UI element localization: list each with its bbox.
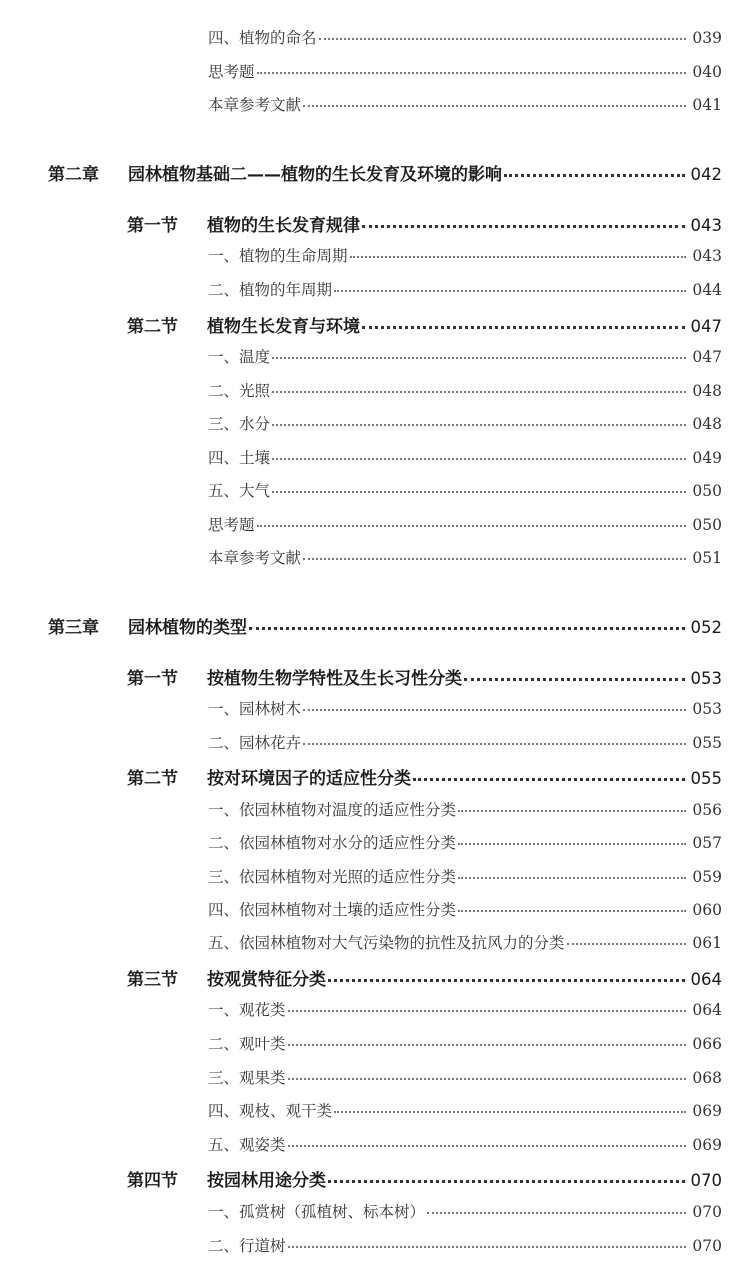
page-number: 061 (692, 934, 722, 952)
dot-leader (328, 979, 685, 982)
dot-leader (427, 1212, 686, 1214)
page-number: 047 (690, 317, 722, 336)
item-title: 五、大气 (208, 482, 271, 500)
item-title: 一、依园林植物对温度的适应性分类 (208, 801, 457, 819)
page-number: 066 (692, 1035, 722, 1053)
section-title: 按对环境因子的适应性分类 (207, 769, 411, 789)
dot-leader (272, 391, 686, 393)
page-number: 059 (692, 868, 722, 886)
toc-item-row[interactable] (208, 446, 722, 468)
page-number: 044 (692, 281, 722, 299)
section-number: 第三节 (127, 970, 178, 990)
page-number: 043 (690, 216, 722, 235)
item-title: 四、土壤 (208, 449, 271, 467)
page-number: 042 (690, 165, 722, 184)
page-number: 056 (692, 801, 722, 819)
toc-section-row[interactable] (127, 764, 722, 789)
toc-item-row[interactable] (208, 931, 722, 953)
toc-item-row[interactable] (208, 1066, 722, 1088)
dot-leader (303, 709, 686, 711)
toc-item-row[interactable] (208, 898, 722, 920)
item-title: 三、依园林植物对光照的适应性分类 (208, 868, 457, 886)
toc-item-row[interactable] (208, 513, 722, 535)
toc-item-row[interactable] (208, 278, 722, 300)
item-title: 四、观枝、观干类 (208, 1102, 333, 1120)
dot-leader (567, 943, 687, 945)
dot-leader (303, 743, 686, 745)
dot-leader (464, 678, 685, 681)
page-number: 048 (692, 415, 722, 433)
toc-chapter-row[interactable] (48, 160, 722, 185)
item-title: 一、孤赏树（孤植树、标本树） (208, 1203, 426, 1221)
dot-leader (458, 910, 686, 912)
dot-leader (257, 72, 687, 74)
toc-section-row[interactable] (127, 664, 722, 689)
toc-section-row[interactable] (127, 312, 722, 337)
page-number: 050 (692, 516, 722, 534)
toc-item-row[interactable] (208, 60, 722, 82)
section-title: 按园林用途分类 (207, 1171, 326, 1191)
section-number: 第四节 (127, 1171, 178, 1191)
toc-item-row[interactable] (208, 244, 722, 266)
item-title: 二、园林花卉 (208, 734, 302, 752)
toc-section-row[interactable] (127, 965, 722, 990)
chapter-title: 园林植物基础二——植物的生长发育及环境的影响 (128, 165, 502, 185)
toc-item-row[interactable] (208, 731, 722, 753)
dot-leader (504, 174, 685, 177)
page-number: 039 (692, 29, 722, 47)
dot-leader (272, 357, 686, 359)
page-number: 050 (692, 482, 722, 500)
page-number: 047 (692, 348, 722, 366)
page-number: 064 (692, 1001, 722, 1019)
page-number: 068 (692, 1069, 722, 1087)
dot-leader (458, 810, 686, 812)
toc-item-row[interactable] (208, 546, 722, 568)
item-title: 二、依园林植物对水分的适应性分类 (208, 834, 457, 852)
chapter-number: 第二章 (48, 165, 99, 185)
toc-item-row[interactable] (208, 1099, 722, 1121)
toc-item-row[interactable] (208, 479, 722, 501)
toc-item-row[interactable] (208, 865, 722, 887)
page-number: 043 (692, 247, 722, 265)
toc-section-row[interactable] (127, 211, 722, 236)
toc-item-row[interactable] (208, 26, 722, 48)
page-number: 053 (692, 700, 722, 718)
page-number: 053 (690, 669, 722, 688)
dot-leader (288, 1246, 687, 1248)
section-title: 按观赏特征分类 (207, 970, 326, 990)
dot-leader (249, 627, 685, 630)
dot-leader (319, 38, 687, 40)
item-title: 思考题 (208, 63, 255, 81)
section-number: 第一节 (127, 216, 178, 236)
page-number: 069 (692, 1136, 722, 1154)
item-title: 二、行道树 (208, 1237, 286, 1255)
dot-leader (303, 558, 686, 560)
section-title: 植物的生长发育规律 (207, 216, 360, 236)
dot-leader (288, 1145, 687, 1147)
dot-leader (257, 525, 687, 527)
toc-item-row[interactable] (208, 1133, 722, 1155)
toc-chapter-row[interactable] (48, 613, 722, 638)
page-number: 069 (692, 1102, 722, 1120)
page-number: 049 (692, 449, 722, 467)
item-title: 二、植物的年周期 (208, 281, 333, 299)
item-title: 一、温度 (208, 348, 271, 366)
toc-item-row[interactable] (208, 1200, 722, 1222)
item-title: 三、观果类 (208, 1069, 286, 1087)
page-number: 051 (692, 549, 722, 567)
toc-item-row[interactable] (208, 697, 722, 719)
toc-item-row[interactable] (208, 798, 722, 820)
dot-leader (288, 1010, 687, 1012)
section-number: 第二节 (127, 317, 178, 337)
dot-leader (458, 843, 686, 845)
chapter-number: 第三章 (48, 618, 99, 638)
dot-leader (350, 256, 687, 258)
dot-leader (288, 1078, 687, 1080)
item-title: 四、依园林植物对土壤的适应性分类 (208, 901, 457, 919)
dot-leader (362, 326, 685, 329)
dot-leader (362, 225, 685, 228)
toc-item-row[interactable] (208, 998, 722, 1020)
dot-leader (272, 458, 686, 460)
item-title: 本章参考文献 (208, 96, 302, 114)
page-number: 048 (692, 382, 722, 400)
dot-leader (272, 424, 686, 426)
toc-item-row[interactable] (208, 412, 722, 434)
page-number: 070 (690, 1171, 722, 1190)
page-number: 055 (690, 769, 722, 788)
dot-leader (303, 105, 686, 107)
item-title: 本章参考文献 (208, 549, 302, 567)
page-number: 055 (692, 734, 722, 752)
section-number: 第二节 (127, 769, 178, 789)
dot-leader (458, 877, 686, 879)
page-number: 070 (692, 1237, 722, 1255)
section-title: 按植物生物学特性及生长习性分类 (207, 669, 462, 689)
item-title: 二、观叶类 (208, 1035, 286, 1053)
page-number: 064 (690, 970, 722, 989)
dot-leader (288, 1044, 687, 1046)
toc-item-row[interactable] (208, 831, 722, 853)
item-title: 一、观花类 (208, 1001, 286, 1019)
page-number: 041 (692, 96, 722, 114)
page-number: 040 (692, 63, 722, 81)
item-title: 一、植物的生命周期 (208, 247, 348, 265)
item-title: 二、光照 (208, 382, 271, 400)
item-title: 思考题 (208, 516, 255, 534)
toc-section-row[interactable] (127, 1166, 722, 1191)
toc-item-row[interactable] (208, 1234, 722, 1256)
page-number: 070 (692, 1203, 722, 1221)
section-title: 植物生长发育与环境 (207, 317, 360, 337)
page-number: 052 (690, 618, 722, 637)
item-title: 五、观姿类 (208, 1136, 286, 1154)
dot-leader (272, 491, 686, 493)
toc-item-row[interactable] (208, 379, 722, 401)
dot-leader (413, 778, 685, 781)
item-title: 五、依园林植物对大气污染物的抗性及抗风力的分类 (208, 934, 565, 952)
dot-leader (328, 1180, 685, 1183)
item-title: 四、植物的命名 (208, 29, 317, 47)
page-number: 057 (692, 834, 722, 852)
toc-item-row[interactable] (208, 345, 722, 367)
toc-item-row[interactable] (208, 1032, 722, 1054)
dot-leader (334, 290, 686, 292)
page-number: 060 (692, 901, 722, 919)
item-title: 一、园林树木 (208, 700, 302, 718)
chapter-title: 园林植物的类型 (128, 618, 247, 638)
item-title: 三、水分 (208, 415, 271, 433)
dot-leader (334, 1111, 686, 1113)
toc-item-row[interactable] (208, 93, 722, 115)
section-number: 第一节 (127, 669, 178, 689)
